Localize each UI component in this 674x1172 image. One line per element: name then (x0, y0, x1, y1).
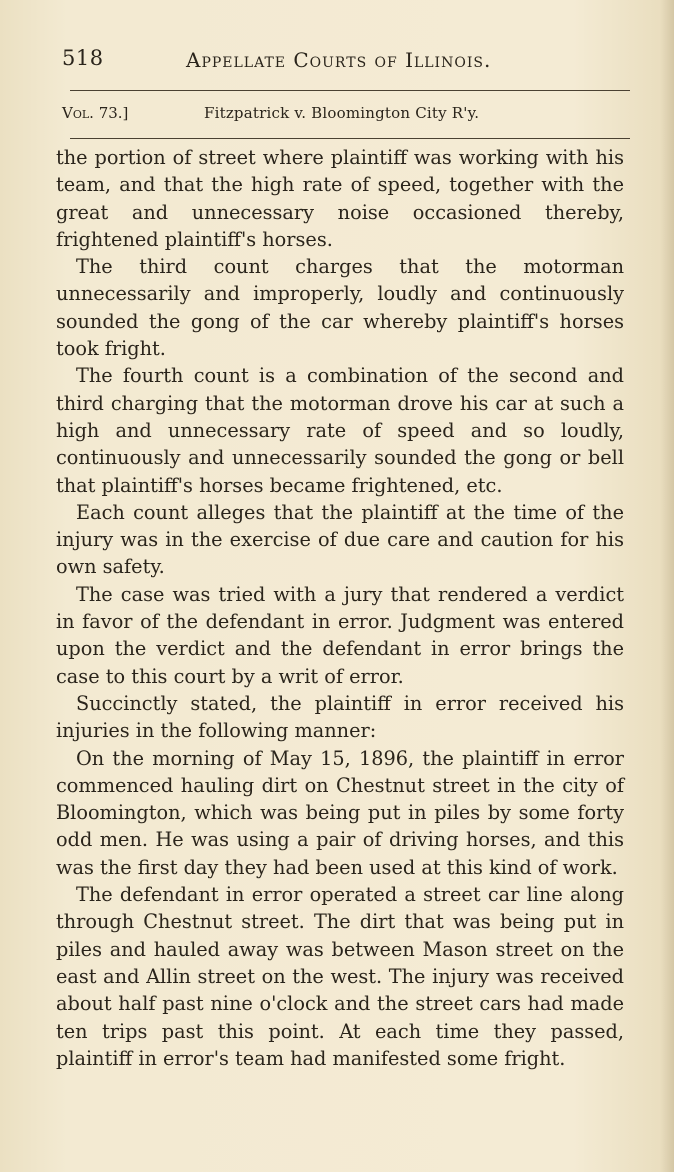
running-title: Appellate Courts of Illinois. (186, 48, 492, 72)
paragraph-succinctly: Succinctly stated, the plaintiff in error received his injuries in the following manner: (56, 691, 624, 743)
paragraph-third-count: The third count charges that the motorman unnecessarily and improperly, loudly and continuously sounded the gong of the car whereby plaintiff's horses took fright. (56, 255, 624, 361)
case-subhead (62, 104, 622, 128)
paragraph-defendant: The defendant in error operated a street car line along through Chestnut street. The dirt that was being put in piles and hauled away was between Mason street on the east and Allin street on the west. The injury was received about half past nine o'clock and the street cars had made ten trips past this point. At each time they passed, plaintiff in error's team had manifested some fright. (56, 883, 624, 1070)
page-number: 518 (62, 46, 104, 70)
page-edge-shadow (660, 0, 674, 1172)
paragraph-morning: On the morning of May 15, 1896, the plaintiff in error commenced hauling dirt on Chestnut street in the city of Bloomington, which was being put in piles by some forty odd men. He was using a pair of driving horses, and this was the first day they had been used at this kind of work. (56, 746, 624, 879)
paragraph-continued: the portion of street where plaintiff was working with his team, and that the high rate of speed, together with the great and unnecessary noise occasioned thereby, frightened plaintiff's horses. (56, 146, 624, 251)
paragraph-verdict: The case was tried with a jury that rendered a verdict in favor of the defendant in error. Judgment was entered upon the verdict and the defendant in error brings the case to this court by a writ of error. (56, 582, 624, 688)
body-text (56, 144, 624, 1072)
header-rule-bottom (70, 138, 630, 139)
paragraph-fourth-count: The fourth count is a combination of the second and third charging that the motorman drove his car at such a high and unnecessary rate of speed and so loudly, continuously and unnecessarily sounded the gong or bell that plaintiff's horses became frightened, etc. (56, 364, 624, 497)
running-head (62, 46, 622, 80)
header-rule-top (70, 90, 630, 91)
volume-label: Vol. 73.] (62, 104, 129, 122)
case-name: Fitzpatrick v. Bloomington City R'y. (204, 104, 480, 122)
paragraph-each-count: Each count alleges that the plaintiff at the time of the injury was in the exercise of due care and caution for his own safety. (56, 500, 624, 579)
